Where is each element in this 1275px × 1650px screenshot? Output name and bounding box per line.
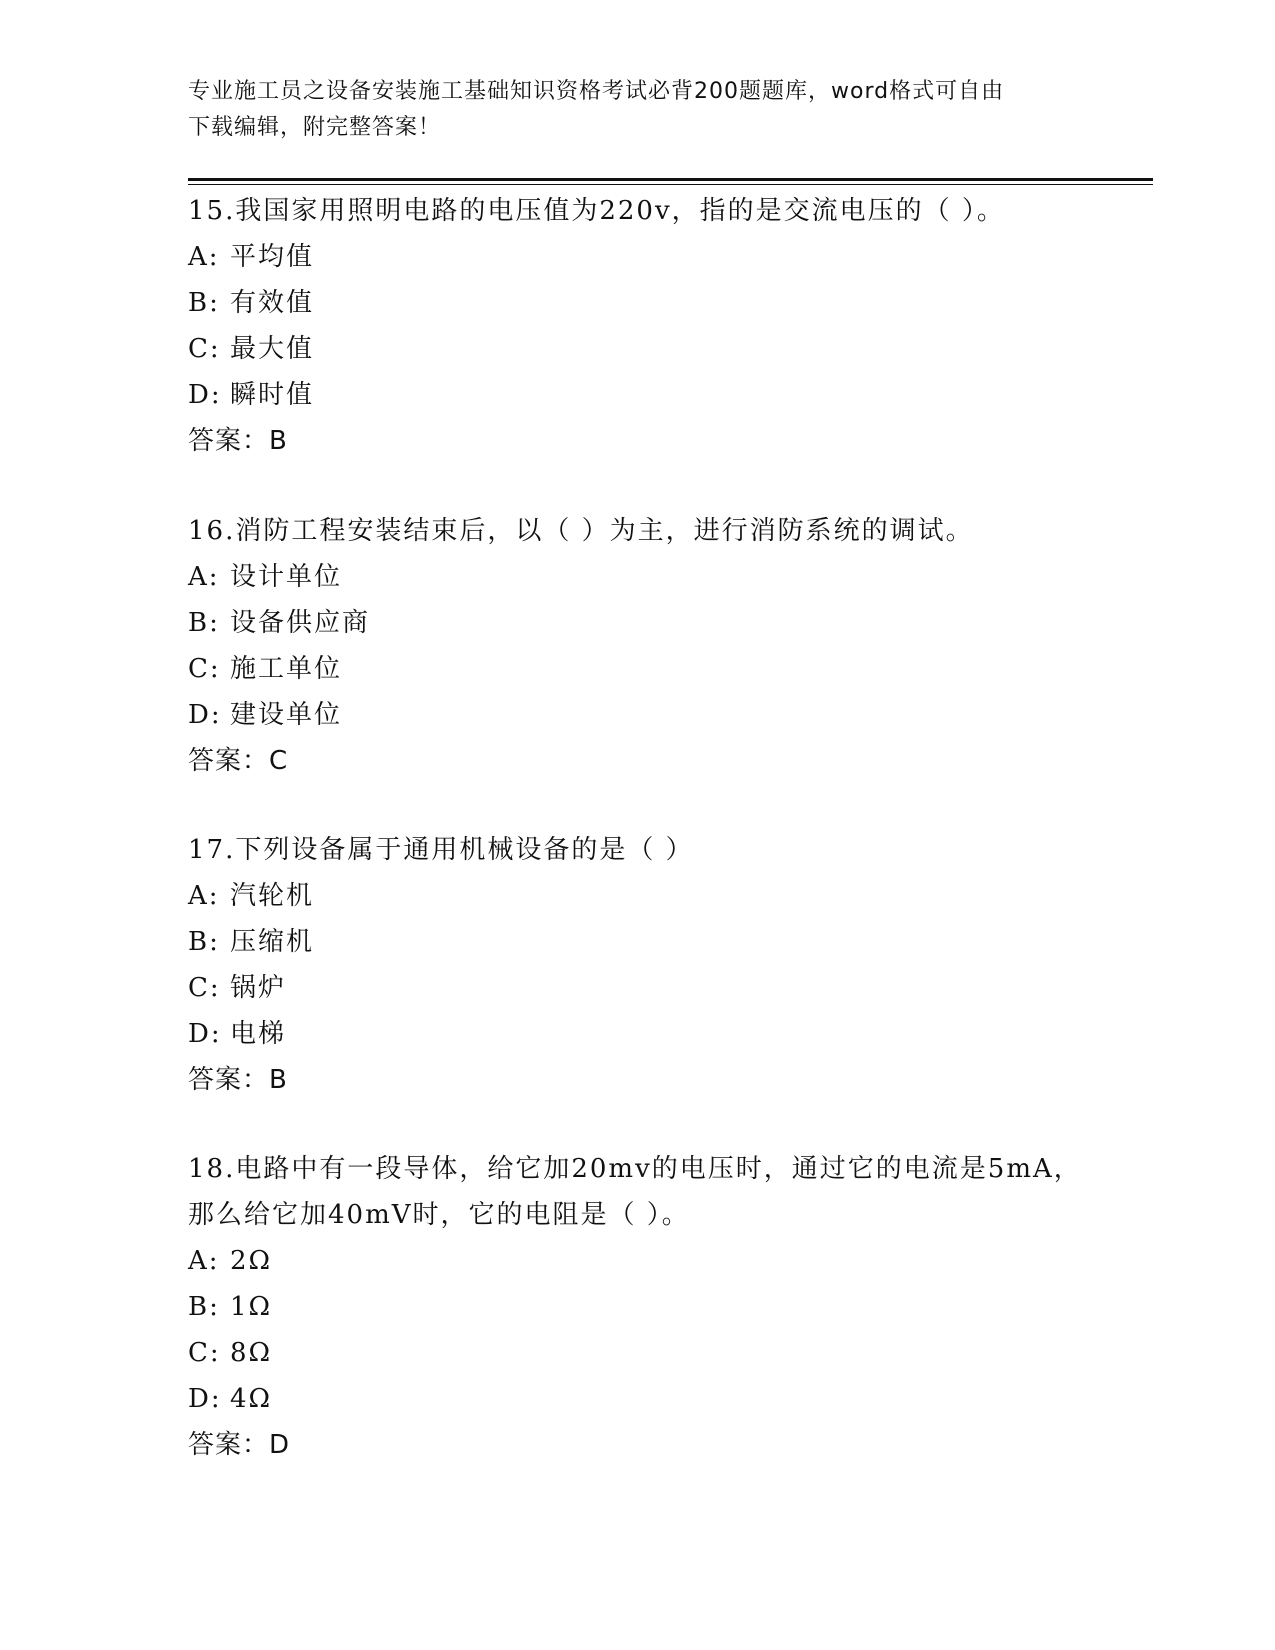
option-text: 施工单位: [230, 654, 343, 684]
option-key: A:: [188, 881, 220, 911]
option-text: 平均值: [230, 242, 315, 272]
option-key: C:: [188, 973, 221, 1003]
question-15: [188, 188, 1088, 464]
option-text: 瞬时值: [230, 380, 315, 410]
header-divider-thin: [188, 184, 1153, 185]
option-key: C:: [188, 654, 221, 684]
option-d: [188, 692, 1088, 738]
answer-line: 答案：B: [188, 426, 288, 456]
option-c: [188, 646, 1088, 692]
option-key: B:: [188, 1292, 220, 1322]
option-key: D:: [188, 380, 222, 410]
option-text: 设计单位: [230, 562, 343, 592]
option-text: 2Ω: [230, 1246, 273, 1276]
header-divider-thick: [188, 178, 1153, 181]
option-key: B:: [188, 288, 220, 318]
question-text: 15.我国家用照明电路的电压值为220v，指的是交流电压的（ ）。: [188, 196, 1005, 226]
header-line-2: 下载编辑，附完整答案！: [188, 115, 442, 140]
answer-line: 答案：D: [188, 1430, 291, 1460]
option-key: D:: [188, 1384, 222, 1414]
option-a: [188, 1238, 1088, 1284]
option-c: [188, 326, 1088, 372]
question-text: 16.消防工程安装结束后，以（ ）为主，进行消防系统的调试。: [188, 516, 974, 546]
option-text: 有效值: [230, 288, 315, 318]
document-header: [188, 74, 1088, 146]
question-text: 17.下列设备属于通用机械设备的是（ ）: [188, 835, 694, 865]
option-text: 锅炉: [230, 973, 287, 1003]
option-key: A:: [188, 1246, 220, 1276]
option-c: [188, 1330, 1088, 1376]
option-a: [188, 554, 1088, 600]
question-17: [188, 827, 1088, 1103]
option-d: [188, 1376, 1088, 1422]
answer-line: 答案：C: [188, 746, 289, 776]
option-d: [188, 1011, 1088, 1057]
option-text: 电梯: [230, 1019, 287, 1049]
option-text: 设备供应商: [230, 608, 371, 638]
option-text: 4Ω: [230, 1384, 273, 1414]
option-b: [188, 280, 1088, 326]
option-key: D:: [188, 1019, 222, 1049]
option-text: 8Ω: [230, 1338, 273, 1368]
option-b: [188, 1284, 1088, 1330]
option-key: A:: [188, 242, 220, 272]
question-18: [188, 1146, 1088, 1468]
option-b: [188, 600, 1088, 646]
option-key: C:: [188, 334, 221, 364]
option-text: 最大值: [230, 334, 315, 364]
option-key: B:: [188, 608, 220, 638]
option-key: D:: [188, 700, 222, 730]
option-key: A:: [188, 562, 220, 592]
question-16: [188, 508, 1088, 784]
option-text: 建设单位: [230, 700, 343, 730]
option-text: 1Ω: [230, 1292, 273, 1322]
option-key: B:: [188, 927, 220, 957]
option-key: C:: [188, 1338, 221, 1368]
question-text: 18.电路中有一段导体，给它加20mv的电压时，通过它的电流是5mA，那么给它加40mV时，它的电阻是（ ）。: [188, 1154, 1082, 1230]
option-d: [188, 372, 1088, 418]
option-a: [188, 234, 1088, 280]
option-b: [188, 919, 1088, 965]
option-c: [188, 965, 1088, 1011]
option-a: [188, 873, 1088, 919]
option-text: 压缩机: [230, 927, 315, 957]
header-line-1: 专业施工员之设备安装施工基础知识资格考试必背200题题库，word格式可自由: [188, 79, 1005, 104]
answer-line: 答案：B: [188, 1065, 288, 1095]
option-text: 汽轮机: [230, 881, 315, 911]
